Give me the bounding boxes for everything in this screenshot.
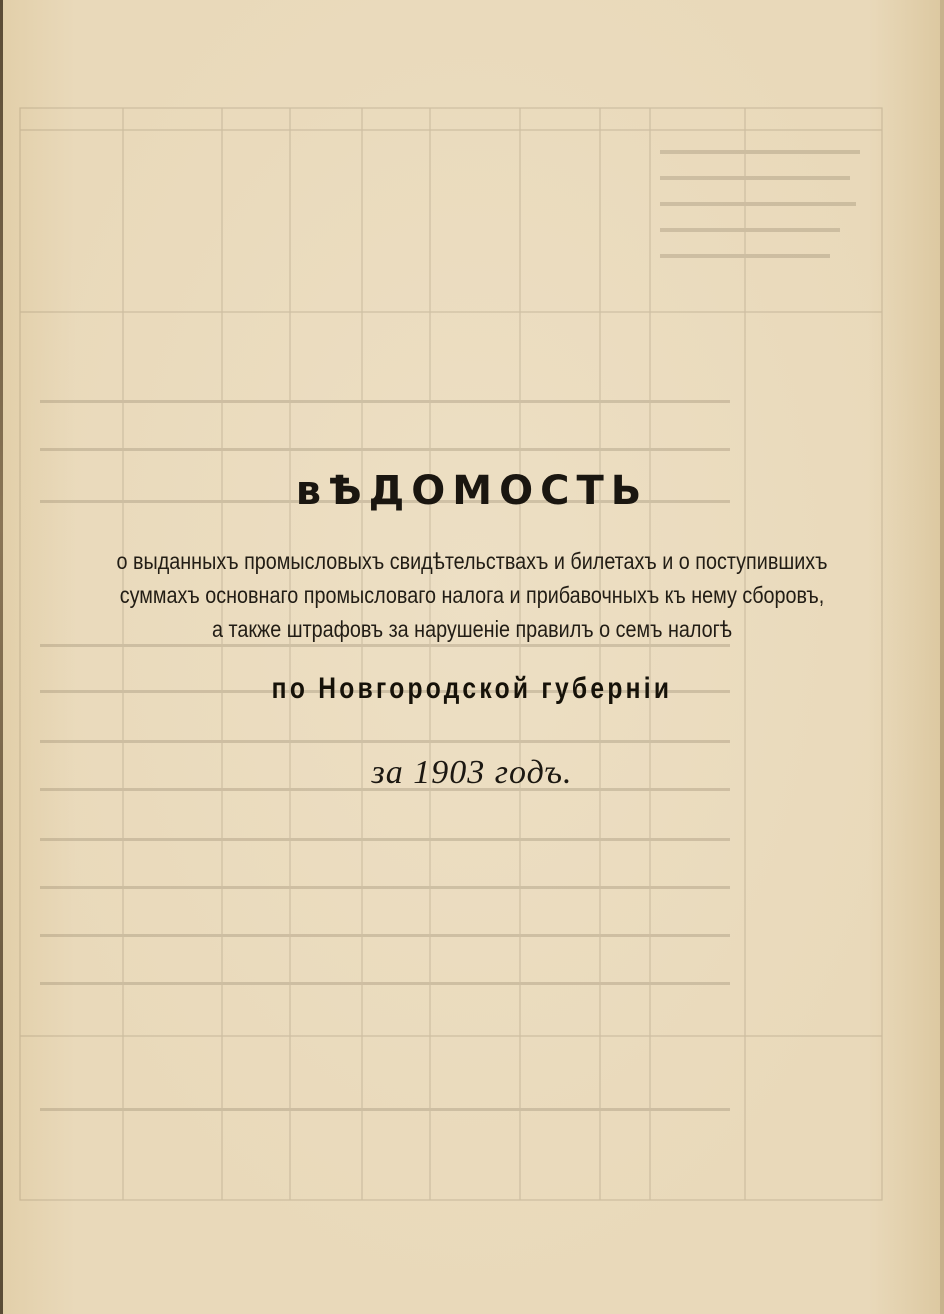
subtitle-line-2: суммахъ основнаго промысловаго налога и прибавочныхъ къ нему сборовъ, [119,582,825,608]
subtitle-line-3: а также штрафовъ за нарушеніе правилъ о семъ налогѣ [211,616,733,642]
subtitle-line-1: о выданныхъ промысловыхъ свидѣтельствахъ и билетахъ и о поступившихъ [116,548,828,574]
page-edge-right [940,0,944,1314]
page-edge-left [0,0,3,1314]
region-heading: по Новгородской губерніи [271,672,673,705]
document-title: вѢДОМОСТЬ [295,468,649,514]
year-heading: за 1903 годъ. [371,754,573,791]
document-subtitle [66,544,878,646]
